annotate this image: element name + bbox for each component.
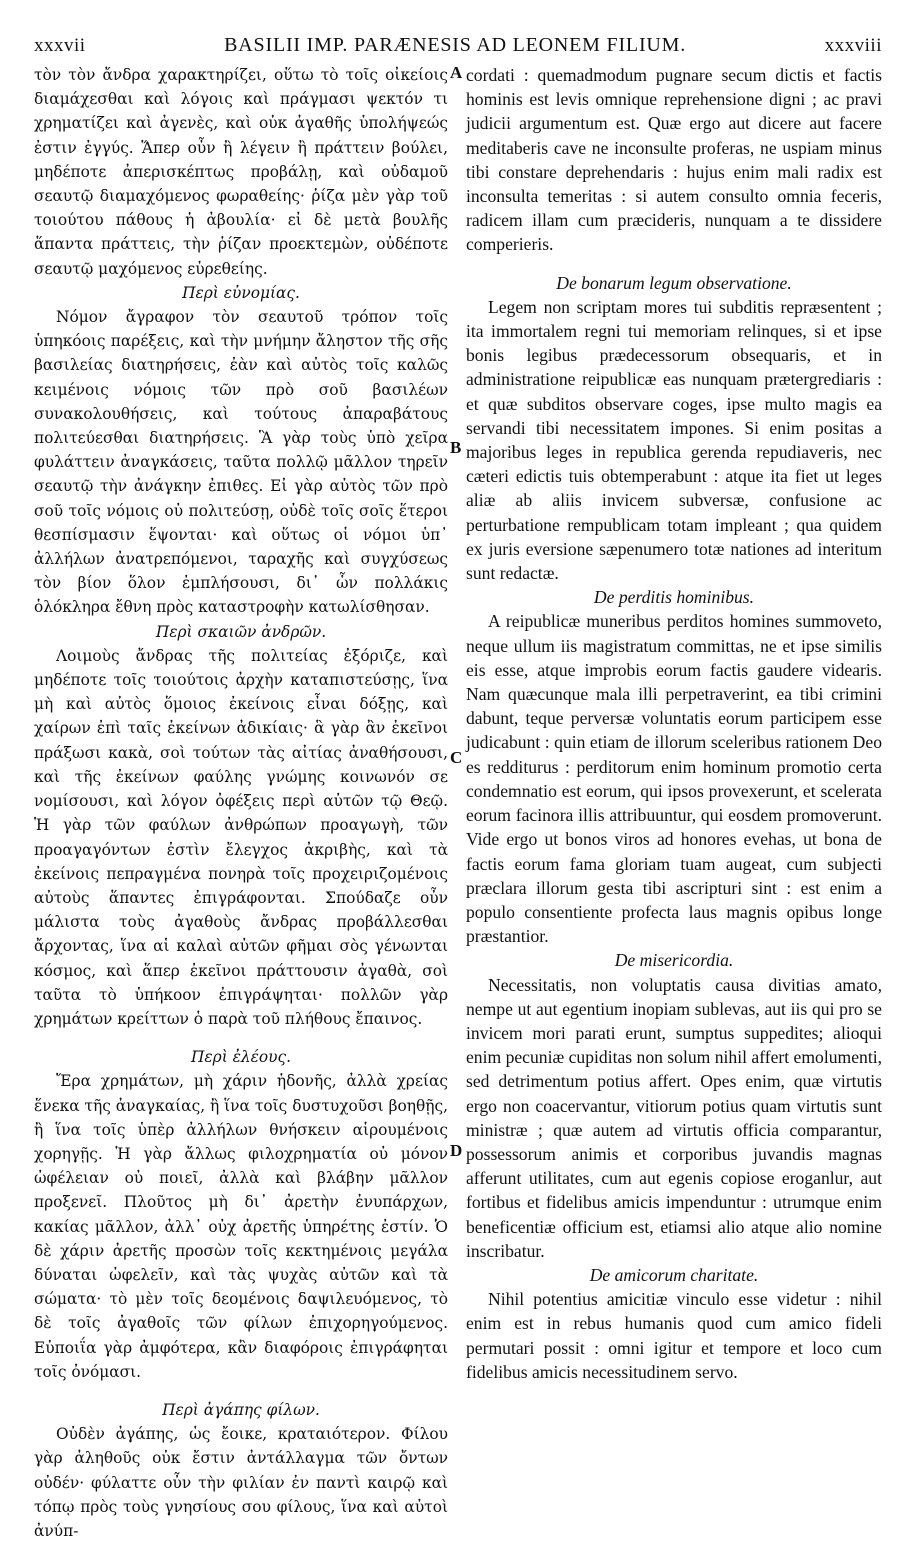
page-title: BASILII IMP. PARÆNESIS AD LEONEM FILIUM. bbox=[224, 34, 687, 56]
margin-marker-d: D bbox=[450, 1141, 463, 1160]
greek-column bbox=[34, 63, 454, 1543]
greek-heading-eunomia: Περὶ εὐνομίας. bbox=[182, 283, 300, 302]
page-number-left: xxxvii bbox=[34, 35, 86, 56]
greek-paragraph-agape: Οὐδὲν ἀγάπης, ὡς ἔοικε, κραταιότερον. Φίλου γὰρ ἀληθοῦς οὐκ ἔστιν ἀντάλλαγμα τῶν ὄντων οὐδέν· φύλαττε οὖν τὴν φιλίαν ἐν παντὶ καιρῷ καὶ τόπῳ πρὸς τοὺς γνησίους σου φίλους, ἵνα καὶ αὐτοὶ ἀνύπ- bbox=[34, 1425, 448, 1540]
greek-heading-skaioi: Περὶ σκαιῶν ἀνδρῶν. bbox=[155, 622, 327, 641]
latin-column bbox=[454, 63, 882, 1543]
latin-paragraph-misericordia: Necessitatis, non voluptatis causa divitias amato, nempe ut aut egentium inopiam sublevas, aut iis qui pro se invicem mori parati erunt, sumptus suppedites; alioqui enim pecuniæ cupiditas non solum nihil affert emolumenti, sed detrimentum potius affert. Opes enim, quæ virtutis ergo non coacervantur, vitiorum potius quam virtutis sunt ministræ ; quæ autem ad virtutis officia comparantur, possessorum animis et corporibus juvandis magnas afferunt utilitates, cum aut egenis copiose eroganlur, aut fortibus et fidelibus amicis impenduntur : utrumque enim beneficentiæ officium est, etiamsi alio atque alio nomine inscribatur. bbox=[466, 974, 882, 1261]
latin-heading-legum: De bonarum legum observatione. bbox=[556, 272, 792, 293]
latin-heading-amicorum: De amicorum charitate. bbox=[589, 1264, 759, 1285]
running-head bbox=[34, 34, 882, 57]
page-number-right: xxxviii bbox=[824, 35, 882, 56]
latin-intro-paragraph: cordati : quemadmodum pugnare secum dictis et factis hominis est levis omnique reprehensione digni ; ac pravi judicii argumentum est. Quæ ergo aut dicere aut facere meditaberis cave ne inconsulte proferas, ne uspiam minus tibi constare deprehendaris : hujus enim mali radix est inconsulta temeritas : si autem consulto omnia feceris, radicem illam cum præcideris, nunquam a te dissidere comperieris. bbox=[466, 65, 882, 255]
greek-paragraph-eunomia: Νόμον ἄγραφον τὸν σεαυτοῦ τρόπον τοῖς ὑπηκόοις παρέξεις, καὶ τὴν μνήμην ἄληστον τῆς σῆς βασιλείας διατηρήσεις, ἐὰν καὶ αὐτὸς τοῖς καλῶς κειμένοις νόμοις τῶν πρὸ σοῦ βασιλέων συνακολουθήσεις, καὶ τούτους ἀπαραβάτους πολιτεύεσθαι διατηρήσεις. Ἃ γὰρ τοὺς ὑπὸ χεῖρα φυλάττειν ἀναγκάσεις, ταῦτα πολλῷ μᾶλλον τηρεῖν σεαυτῷ τὴν ἀνάγκην ἐπιθες. Εἰ γὰρ αὐτὸς τῶν πρὸ σοῦ τοῖς νόμοις οὐ πολιτεύσῃ, οὐδὲ τοῖς σοῖς ἕτεροι θεσπίσμασιν ἕψονται· καὶ οὕτως οἱ νόμοι ὑπ᾽ ἀλλήλων ἀνατρεπόμενοι, ταραχῆς καὶ συγχύσεως τὸν βίον ὅλον ἐμπλήσουσι, δι᾽ ὧν πολλάκις ὁλόκληρα ἔθνη πρὸς καταστροφὴν κατωλίσθησαν. bbox=[34, 308, 448, 617]
latin-paragraph-amicorum: Nihil potentius amicitiæ vinculo esse videtur : nihil enim est in rebus humanis quod cum amico fideli permutari possit : omni igitur et tempore et loco cum fidelibus amicis necessitudinem servo. bbox=[466, 1289, 882, 1382]
margin-marker-b: B bbox=[450, 438, 462, 457]
greek-paragraph-skaioi: Λοιμοὺς ἄνδρας τῆς πολιτείας ἐξόριζε, καὶ μηδέποτε τοῖς τοιούτοις ἀρχὴν καταπιστεύσῃς, ἵνα μὴ καὶ αὐτὸς ὅμοιος ἐκείνοις εἶναι δόξῃς, καὶ χαίρων ἐπὶ ταῖς ἐκείνων ἀδικίαις· ἃ γὰρ ἂν ἐκεῖνοι πράξωσι κακὰ, σοὶ τούτων τὰς αἰτίας ἀναθήσουσι, καὶ τῆς ἐκείνων φαύλης γνώμης κοινωνόν σε νομίσουσι, καὶ λόγον ὀφέξεις περὶ αὐτῶν τῷ Θεῷ. Ἡ γὰρ τῶν φαύλων ἀνθρώπων προαγωγὴ, τῶν προαγαγόντων ἐστὶν ἔλεγχος ἀκριβὴς, καὶ τὰ ἐκείνοις πεπραγμένα πονηρὰ τοῖς προχειριζομένοις αὐτοὺς ἅπαντες ἐπιγράφονται. Σπούδαζε οὖν μάλιστα τοὺς ἀγαθοὺς ἄνδρας προβάλλεσθαι ἄρχοντας, ἵνα αἱ καλαὶ αὐτῶν φῆμαι σὸς γένωνται κόσμος, καὶ ἅπερ ἐκεῖνοι πράττουσιν ἀγαθὰ, σοὶ ταῦτα τὸ ὑπήκοον ἐπιγράψηται· πολλῶν γὰρ χρημάτων κρείττων ὁ παρὰ τοῦ πλήθους ἔπαινος. bbox=[34, 646, 448, 1028]
greek-paragraph-eleos: Ἔρα χρημάτων, μὴ χάριν ἡδονῆς, ἀλλὰ χρείας ἕνεκα τῆς ἀναγκαίας, ἢ ἵνα τοῖς δυστυχοῦσι βοηθῇς, ἢ ἵνα τοῖς ὑπὲρ ἀλλήλων θνήσκειν αἱρουμένοις χορηγῇς. Ἡ γὰρ ἄλλως φιλοχρηματία οὐ μόνον ὠφέλειαν οὐ ποιεῖ, ἀλλὰ καὶ βλάβην μᾶλλον προξενεῖ. Πλοῦτος μὴ δι᾽ ἀρετὴν ἐνυπάρχων, κακίας μᾶλλον, ἀλλ᾽ οὐχ ἀρετῆς ὑπηρέτης ἐστίν. Ὁ δὲ χάριν ἀρετῆς προσὼν τοῖς κεκτημένοις μεγάλα δύναται ὠφελεῖν, καὶ τὰς ψυχὰς αὐτῶν καὶ τὰ σώματα· τὸ μὲν τοῖς δεομένοις δαψιλευόμενος, τὸ δὲ τοῖς ἀγαθοῖς τῶν φίλων ἐπιχορηγούμενος. Εὐποιΐα γὰρ ἀμφότερα, κἂν διαφόροις ἐπιγράφηται τοῖς ὀνόμασι. bbox=[34, 1072, 448, 1381]
greek-intro-paragraph: τὸν τὸν ἄνδρα χαρακτηρίζει, οὕτω τὸ τοῖς οἰκείοις διαμάχεσθαι καὶ λόγοις καὶ πράγμασι ψεκτόν τι χρηματίζει καὶ ἀγενὲς, καὶ οὐκ ἀγαθῆς ὑπολήψεώς ἐστιν ἐγγύς. Ἅπερ οὖν ἢ λέγειν ἢ πράττειν βούλει, μηδέποτε ἀπερισκέπτως προβάλῃ, καὶ οὐδαμοῦ σεαυτῷ διαμαχόμενος φωραθείης· ῥίζα μὲν γὰρ τοῦ τοιούτου πάθους ἡ ἀβουλία· εἰ δὲ μετὰ βουλῆς ἅπαντα πράττεις, τὴν ῥίζαν προεκτεμὼν, οὐδέποτε σεαυτῷ μαχόμενος εὑρεθείης. bbox=[34, 66, 448, 278]
margin-marker-c: C bbox=[450, 748, 463, 767]
latin-heading-misericordia: De misericordia. bbox=[614, 950, 734, 971]
latin-paragraph-perditis: A reipublicæ muneribus perditos homines summoveto, neque ullum iis magistratum committas, ne et ipse similis eis esse, atque improbis eorum factis gaudere videaris. Nam quæcunque mala illi perpetraverint, ea tibi crimini dabunt, teque perversæ voluntatis eorum participem esse judicabunt : quin etiam de illorum sceleribus rationem Deo es redditurus : perditorum enim hominum promotio certa condemnatio est eorum, qui ipsos provexerunt, et scelerata eorum facinora illis attribuuntur, qui eosdem promoverunt. Vide ergo ut bonos viros ad honores evehas, ut bona de factis eorum fama gloriam tuam augeat, cum subjecti præclara illorum gesta tibi ascripturi sint : est enim a populo consentiente profecta laus magnis opibus longe præstantior. bbox=[466, 611, 882, 947]
two-column-body bbox=[34, 63, 882, 1543]
greek-heading-eleos: Περὶ ἐλέους. bbox=[190, 1048, 292, 1067]
latin-paragraph-legum: Legem non scriptam mores tui subditis repræsentent ; ita immortalem regni tui memoriam relinques, si et ipse bonis legibus prædecessorum obsequaris, et in administratione reipublicæ eas nunquam prætergrediaris : et quæ subditos observare coges, ipse multo magis ea servandi tibi necessitatem impones. Si enim positas a majoribus leges in republica gerenda repudiaveris, nec cæteri edictis tuis obtemperabunt : atque ita fiet ut leges aliæ ab aliis invicem subversæ, confusione ac perturbatione rempublicam totam impleant ; qua quidem ex juris eversione sæpenumero totæ nationes ad interitum sunt redactæ. bbox=[466, 296, 882, 584]
latin-heading-perditis: De perditis hominibus. bbox=[593, 587, 755, 608]
margin-marker-a: A bbox=[450, 63, 463, 82]
greek-heading-agape: Περὶ ἀγάπης φίλων. bbox=[162, 1400, 320, 1419]
